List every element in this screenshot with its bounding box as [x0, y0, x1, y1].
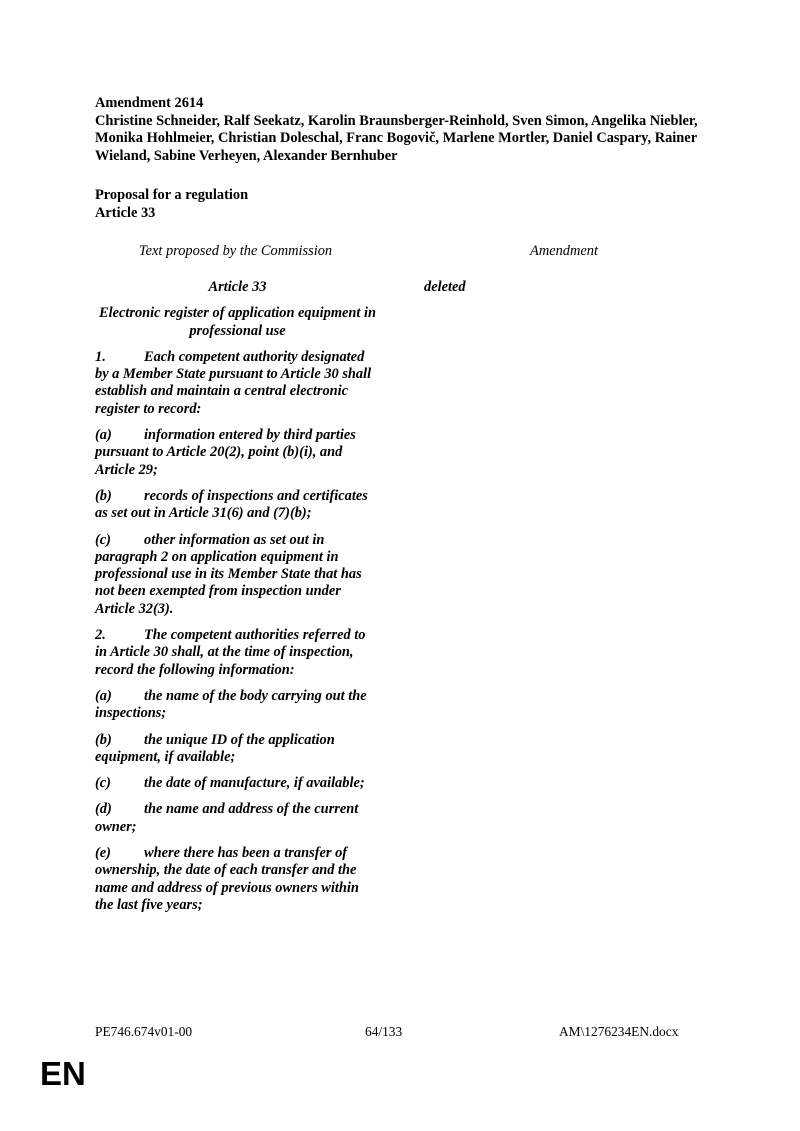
- amendment-header: [95, 95, 715, 165]
- amendment-number: Amendment 2614: [95, 95, 204, 111]
- paragraph-text: the unique ID of the application equipment, if available;: [95, 731, 335, 765]
- paragraph-item: [95, 845, 380, 914]
- paragraph-item: [95, 775, 380, 792]
- paragraph-item: [95, 627, 380, 679]
- paragraph-text: The competent authorities referred to in Article 30 shall, at the time of inspection, record the following information:: [95, 627, 366, 678]
- footer-reference: PE746.674v01-00: [95, 1024, 193, 1039]
- paragraph-number: (a): [95, 427, 112, 444]
- footer-page-number: 64/133: [365, 1024, 403, 1039]
- paragraph-text: the name of the body carrying out the inspections;: [95, 687, 367, 722]
- paragraph-number: (d): [95, 801, 112, 818]
- amendment-authors: Christine Schneider, Ralf Seekatz, Karolin Braunsberger-Reinhold, Sven Simon, Angelika Niebler, Monika Hohlmeier, Christian Doleschal, Franc Bogovič, Marlene Mortler, Daniel Caspary, Rainer Wieland, Sabine Verheyen, Alexander Bernhuber: [95, 112, 698, 164]
- article-subtitle: Electronic register of application equipment in professional use: [98, 305, 377, 339]
- paragraph-number: (b): [95, 487, 112, 504]
- article-title: Article 33: [208, 279, 267, 295]
- paragraph-number: (b): [95, 731, 112, 748]
- paragraph-item: [95, 688, 380, 723]
- paragraph-item: [95, 532, 380, 618]
- paragraph-number: (a): [95, 687, 112, 704]
- paragraph-item: [95, 349, 380, 418]
- amendment-text-column: [424, 279, 704, 296]
- paragraph-number: 1.: [95, 348, 106, 365]
- proposal-block: [95, 187, 495, 222]
- paragraph-text: other information as set out in paragraph 2 on application equipment in professional use in its Member State that has not been exempted from inspection under Article 32(3).: [95, 531, 362, 617]
- paragraph-number: (c): [95, 531, 111, 548]
- paragraph-item: [95, 488, 380, 523]
- commission-column-heading: Text proposed by the Commission: [138, 243, 333, 259]
- paragraph-item: [95, 801, 380, 836]
- deleted-marker: deleted: [424, 279, 466, 295]
- proposal-type: Proposal for a regulation: [95, 187, 249, 203]
- paragraph-number: (c): [95, 775, 111, 792]
- paragraph-item: [95, 427, 380, 479]
- paragraph-text: where there has been a transfer of ownership, the date of each transfer and the name and address of previous owners within the last five years;: [95, 845, 359, 913]
- amendment-column-heading: Amendment: [530, 243, 598, 259]
- commission-text-column: [95, 279, 380, 923]
- paragraph-text: information entered by third parties pursuant to Article 20(2), point (b)(i), and Article 29;: [95, 427, 356, 478]
- language-code: EN: [40, 1055, 86, 1092]
- paragraph-number: (e): [95, 845, 111, 862]
- paragraph-text: Each competent authority designated by a Member State pursuant to Article 30 shall establish and maintain a central electronic register to record:: [95, 348, 372, 417]
- paragraph-text: the name and address of the current owner;: [95, 801, 359, 835]
- paragraph-text: records of inspections and certificates as set out in Article 31(6) and (7)(b);: [95, 487, 368, 522]
- paragraph-text: the date of manufacture, if available;: [144, 775, 365, 792]
- footer-document-name: AM\1276234EN.docx: [559, 1024, 679, 1039]
- paragraph-item: [95, 732, 380, 767]
- paragraph-number: 2.: [95, 627, 106, 644]
- proposal-article: Article 33: [95, 204, 156, 221]
